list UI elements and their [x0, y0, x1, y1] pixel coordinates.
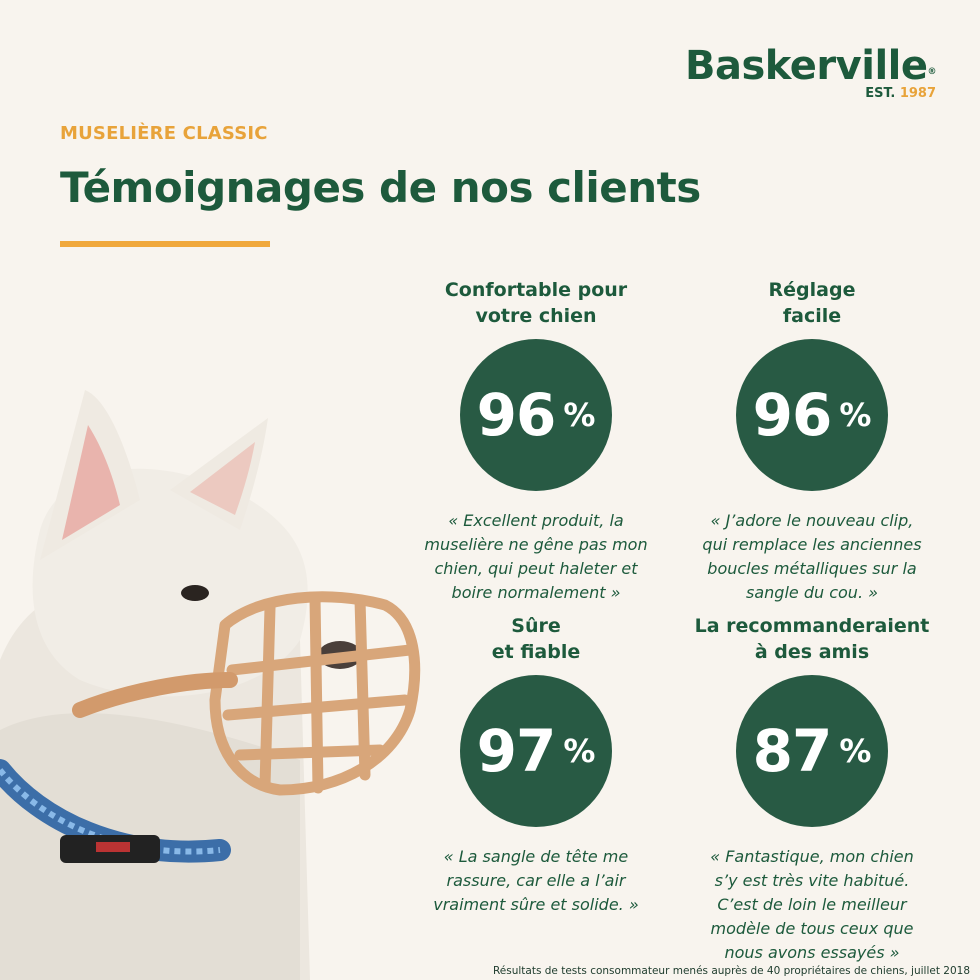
stat-value: 96 [476, 381, 556, 449]
stat-recommend [662, 613, 962, 965]
stat-quote: « Excellent produit, la muselière ne gêne pas mon chien, qui peut haleter et boire normalement » [424, 511, 648, 602]
stat-unit: % [839, 396, 872, 434]
title-underline [60, 241, 270, 247]
stat-unit: % [563, 396, 596, 434]
stat-circle [736, 675, 888, 827]
stat-comfort [386, 277, 686, 605]
stat-secure [386, 613, 686, 917]
stat-value: 87 [752, 717, 832, 785]
stat-quote: « J’adore le nouveau clip, qui remplace les anciennes boucles métalliques sur la sangle du cou. » [702, 511, 922, 602]
product-eyebrow: MUSELIÈRE CLASSIC [60, 123, 268, 144]
stat-value: 96 [752, 381, 832, 449]
stat-heading: Sûre et fiable [491, 615, 581, 663]
stat-heading: La recommanderaient à des amis [694, 615, 930, 663]
stat-unit: % [839, 732, 872, 770]
dog-illustration [0, 380, 440, 980]
stat-heading: Confortable pour votre chien [444, 279, 628, 327]
stat-heading: Réglage facile [768, 279, 856, 327]
stat-circle [460, 675, 612, 827]
stat-quote: « La sangle de tête me rassure, car elle a l’air vraiment sûre et solide. » [433, 847, 639, 914]
stat-unit: % [563, 732, 596, 770]
stat-value: 97 [476, 717, 556, 785]
stat-quote: « Fantastique, mon chien s’y est très vite habitué. C’est de loin le meilleur modèle de tous ceux que nous avons essayés » [710, 847, 914, 962]
brand-name: Baskerville® [684, 43, 936, 89]
survey-footnote: Résultats de tests consommateur menés auprès de 40 propriétaires de chiens, juillet 2018 [492, 965, 970, 977]
stat-circle [460, 339, 612, 491]
registered-mark: ® [927, 67, 936, 77]
stat-easy-adjust [662, 277, 962, 605]
page-title: Témoignages de nos clients [60, 163, 701, 212]
brand-logo [685, 42, 936, 101]
brand-established: EST. 1987 [865, 86, 936, 101]
stat-circle [736, 339, 888, 491]
